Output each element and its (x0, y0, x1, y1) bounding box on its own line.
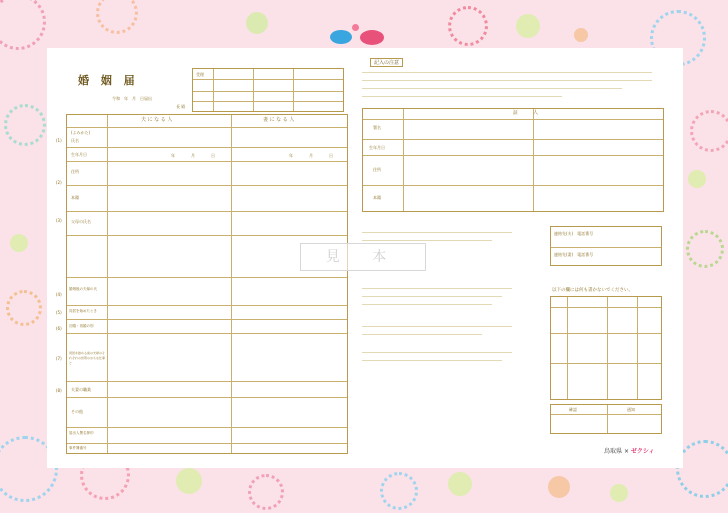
guide-line (362, 296, 502, 297)
blue-bird-icon (330, 30, 352, 44)
decor-apple-icon (516, 14, 540, 38)
logo-tottori: 鳥取県 (604, 448, 623, 455)
guide-line (362, 352, 512, 353)
decor-burst-icon (448, 6, 488, 46)
husband-birth-day: 日 (211, 153, 215, 158)
witness-row-signature: 署名 (373, 125, 381, 130)
office-use-table (550, 296, 662, 400)
row-label-case-number: 事件簿番号 (69, 446, 87, 450)
sample-stamp: 見 本 (300, 243, 426, 271)
row-number-7: (7) (56, 356, 62, 361)
row-label-address: 住所 (71, 169, 79, 174)
guide-title: 記入の注意 (370, 58, 403, 67)
row-label-marriage-type: 初婚・再婚の別 (69, 324, 94, 328)
witness-row-address: 住所 (373, 167, 381, 172)
pink-bird-icon (360, 30, 384, 45)
guide-line (362, 360, 502, 361)
row-label-birthdate: 生年月日 (71, 152, 87, 157)
row-label-name: 氏名 (71, 138, 79, 143)
row-label-parents: 父母の氏名 (71, 219, 91, 224)
main-form-table (66, 114, 348, 454)
witness-table (362, 108, 664, 212)
decor-burst-icon (4, 104, 46, 146)
decor-apple-icon (448, 472, 472, 496)
form-title: 婚 姻 届 (78, 74, 139, 87)
witness-title: 証 人 (513, 110, 539, 116)
row-number-4: (4) (56, 292, 62, 297)
guide-line (362, 80, 652, 81)
received-label: 受理 (196, 72, 204, 77)
decor-apple-icon (574, 28, 588, 42)
decor-burst-icon (96, 0, 138, 34)
row-number-8: (8) (56, 388, 62, 393)
decor-burst-icon (248, 474, 284, 510)
decor-burst-icon (0, 0, 46, 50)
guide-line (362, 240, 492, 241)
notify-label: 通知 (627, 407, 635, 412)
decor-apple-icon (548, 476, 570, 498)
guide-line (362, 334, 482, 335)
row-label-cohabit: 同居を始めたとき (69, 309, 97, 313)
decor-burst-icon (380, 472, 418, 510)
husband-birth-year: 年 (171, 153, 175, 158)
confirm-table (550, 404, 662, 434)
decor-apple-icon (176, 468, 202, 494)
office-use-title: 以下の欄には何も書かないでください。 (552, 288, 633, 293)
guide-line (362, 288, 512, 289)
witness-row-domicile: 本籍 (373, 195, 381, 200)
guide-line (362, 72, 652, 73)
decor-burst-icon (690, 110, 728, 152)
row-label-occupation: 夫妻の職業 (71, 387, 91, 392)
row-label-signature: 届出人署名押印 (69, 431, 94, 435)
confirm-label: 確認 (569, 407, 577, 412)
chief-label: 長 殿 (176, 104, 186, 109)
sponsor-logo (604, 446, 655, 455)
contact-husband-label: 連絡先(夫) 電話番号 (554, 231, 594, 236)
decor-apple-icon (246, 12, 268, 34)
row-number-1: (1) (56, 138, 62, 143)
guide-line (362, 88, 622, 89)
date-line: 令和 年 月 日届出 (112, 96, 152, 101)
contact-wife-label: 連絡先(妻) 電話番号 (554, 252, 594, 257)
guide-line (362, 326, 512, 327)
decor-burst-icon (686, 230, 724, 268)
decor-burst-icon (6, 290, 42, 326)
row-label-household-work: 同居を始める前の夫婦のそれぞれの世帯のおもな仕事と (69, 351, 106, 365)
heart-icon (352, 24, 359, 31)
guide-line (362, 232, 512, 233)
contact-box (550, 226, 662, 266)
husband-birth-month: 月 (191, 153, 195, 158)
wife-birth-year: 年 (289, 153, 293, 158)
decor-burst-icon (676, 440, 728, 498)
husband-column-header: 夫 に な る 人 (141, 117, 173, 123)
wife-birth-month: 月 (309, 153, 313, 158)
row-number-3: (3) (56, 218, 62, 223)
logo-separator: × (623, 448, 629, 455)
guide-line (362, 304, 492, 305)
decor-apple-icon (610, 484, 628, 502)
decor-apple-icon (10, 234, 28, 252)
logo-zexy: ゼクシィ (630, 448, 655, 455)
witness-row-birthdate: 生年月日 (369, 145, 385, 150)
row-number-6: (6) (56, 326, 62, 331)
wife-column-header: 妻 に な る 人 (263, 117, 295, 123)
decor-apple-icon (688, 170, 706, 188)
wife-birth-day: 日 (329, 153, 333, 158)
row-number-2: (2) (56, 180, 62, 185)
row-label-other: その他 (71, 409, 83, 414)
row-label-reading: (よみかた) (71, 130, 91, 135)
row-label-domicile: 本籍 (71, 195, 79, 200)
guide-line (362, 96, 562, 97)
receipt-box (192, 68, 344, 112)
row-number-5: (5) (56, 310, 62, 315)
row-label-surname: 婚姻後の夫婦の氏 (69, 287, 97, 291)
